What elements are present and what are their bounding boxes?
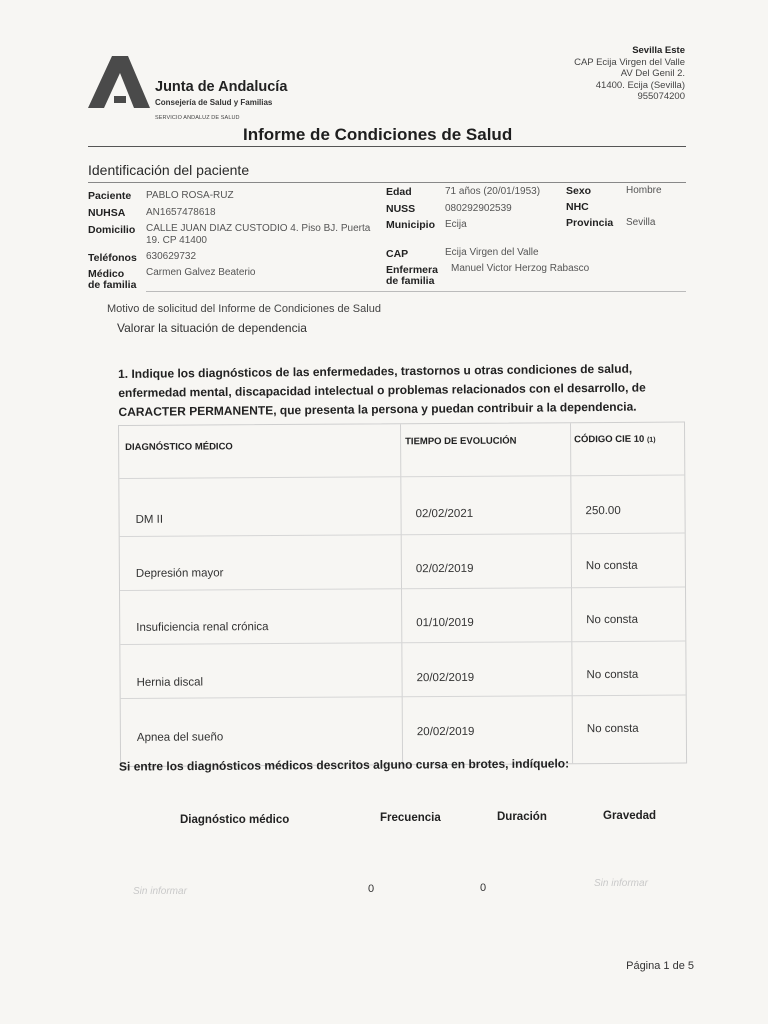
table-cell-tiempo: 02/02/2021 (415, 507, 474, 521)
brotes-header-diagnostico: Diagnóstico médico (180, 814, 290, 826)
org-name: Junta de Andalucía (155, 79, 288, 95)
org-service: SERVICIO ANDALUZ DE SALUD (155, 115, 240, 121)
brotes-value-duracion: 0 (480, 882, 487, 894)
junta-andalucia-logo-icon (88, 56, 150, 108)
label-sexo: Sexo (566, 185, 592, 197)
label-paciente: Paciente (88, 190, 132, 202)
row-divider (120, 587, 685, 591)
brotes-value-frecuencia: 0 (368, 883, 375, 895)
value-nuss: 080292902539 (445, 203, 512, 214)
table-cell-diagnostico: Apnea del sueño (136, 731, 224, 744)
table-cell-diagnostico: Insuficiencia renal crónica (136, 621, 269, 634)
table-cell-codigo: No consta (586, 722, 639, 736)
table-cell-codigo: No consta (585, 559, 638, 573)
document-title: Informe de Condiciones de Salud (243, 125, 513, 144)
value-enfermera: Manuel Victor Herzog Rabasco (451, 263, 590, 274)
org-subtitle: Consejería de Salud y Familias (155, 98, 273, 107)
row-divider (121, 695, 686, 699)
brotes-value-gravedad: Sin informar (594, 878, 648, 889)
diagnoses-table (118, 422, 687, 767)
row-divider (119, 475, 684, 479)
value-telefonos: 630629732 (146, 251, 197, 262)
value-sexo: Hombre (626, 185, 662, 196)
label-telefonos: Teléfonos (88, 252, 137, 264)
row-divider (120, 533, 685, 537)
section-divider (88, 182, 686, 183)
brotes-value-diagnostico: Sin informar (133, 886, 187, 897)
header-codigo (574, 434, 655, 445)
label-municipio: Municipio (386, 219, 435, 231)
label-nuss: NUSS (386, 203, 416, 215)
table-cell-codigo: No consta (586, 613, 639, 627)
centre-line-2: AV Del Genil 2. (620, 68, 685, 80)
table-cell-tiempo: 20/02/2019 (416, 671, 475, 685)
value-provincia: Sevilla (626, 217, 656, 228)
label-nuhsa: NUHSA (88, 207, 126, 219)
brotes-header-duracion: Duración (497, 811, 547, 823)
label-medico-de-familia: de familia (88, 279, 137, 291)
table-cell-diagnostico: DM II (135, 513, 164, 526)
label-nhc: NHC (566, 201, 589, 213)
header-diagnostico: DIAGNÓSTICO MÉDICO (125, 441, 233, 453)
table-cell-tiempo: 02/02/2019 (415, 562, 474, 576)
page-number: Página 1 de 5 (626, 960, 694, 972)
centre-name: Sevilla Este (632, 45, 685, 56)
value-municipio: Ecija (445, 219, 467, 230)
centre-phone: 955074200 (637, 91, 685, 103)
value-nuhsa: AN1657478618 (146, 207, 216, 218)
table-cell-tiempo: 20/02/2019 (416, 725, 475, 739)
header-codigo-note: (1) (646, 436, 656, 444)
value-medico: Carmen Galvez Beaterio (146, 267, 256, 278)
label-enfermera: Enfermera (386, 264, 438, 276)
label-edad: Edad (386, 186, 412, 198)
table-cell-diagnostico: Hernia discal (136, 676, 204, 689)
label-medico: Médico (88, 268, 125, 280)
centre-line-3: 41400. Ecija (Sevilla) (595, 79, 685, 91)
label-enfermera-de-familia: de familia (386, 275, 435, 287)
row-divider (120, 641, 685, 645)
health-centre-address (574, 45, 685, 103)
patient-section-title: Identificación del paciente (88, 162, 250, 178)
motivo-label: Motivo de solicitud del Informe de Condiciones de Salud (107, 303, 381, 315)
value-paciente: PABLO ROSA-RUZ (146, 190, 234, 201)
table-cell-diagnostico: Depresión mayor (135, 567, 224, 580)
header-codigo-text: CÓDIGO CIE 10 (574, 433, 645, 446)
value-domicilio-1: CALLE JUAN DIAZ CUSTODIO 4. Piso BJ. Puerta (146, 223, 371, 234)
value-domicilio-2: 19. CP 41400 (146, 235, 207, 246)
brotes-header-frecuencia: Frecuencia (380, 812, 441, 824)
brotes-question: Si entre los diagnósticos médicos descritos alguno cursa en brotes, indíquelo: (118, 756, 570, 774)
value-cap: Ecija Virgen del Valle (445, 247, 539, 258)
table-cell-tiempo: 01/10/2019 (416, 616, 474, 630)
centre-line-1: CAP Ecija Virgen del Valle (574, 56, 685, 68)
motivo-value: Valorar la situación de dependencia (117, 321, 307, 335)
table-cell-codigo: No consta (586, 668, 639, 682)
brotes-header-gravedad: Gravedad (603, 810, 657, 822)
label-provincia: Provincia (566, 217, 614, 229)
patient-info-divider (146, 291, 686, 292)
value-edad: 71 años (20/01/1953) (445, 186, 541, 197)
label-domicilio: Domicilio (88, 224, 136, 236)
label-cap: CAP (386, 248, 409, 260)
table-cell-codigo: 250.00 (585, 504, 621, 518)
header-tiempo: TIEMPO DE EVOLUCIÓN (405, 435, 517, 448)
question-1: 1. Indique los diagnósticos de las enfermedades, trastornos u otras condiciones de salud, enfermedad mental, discapacidad intelectual o problemas relacionados con el desarrollo, de CARACTER PERMANENTE, que presenta la persona y puedan contribuir a la dependencia. (118, 361, 646, 419)
title-divider (88, 146, 686, 147)
